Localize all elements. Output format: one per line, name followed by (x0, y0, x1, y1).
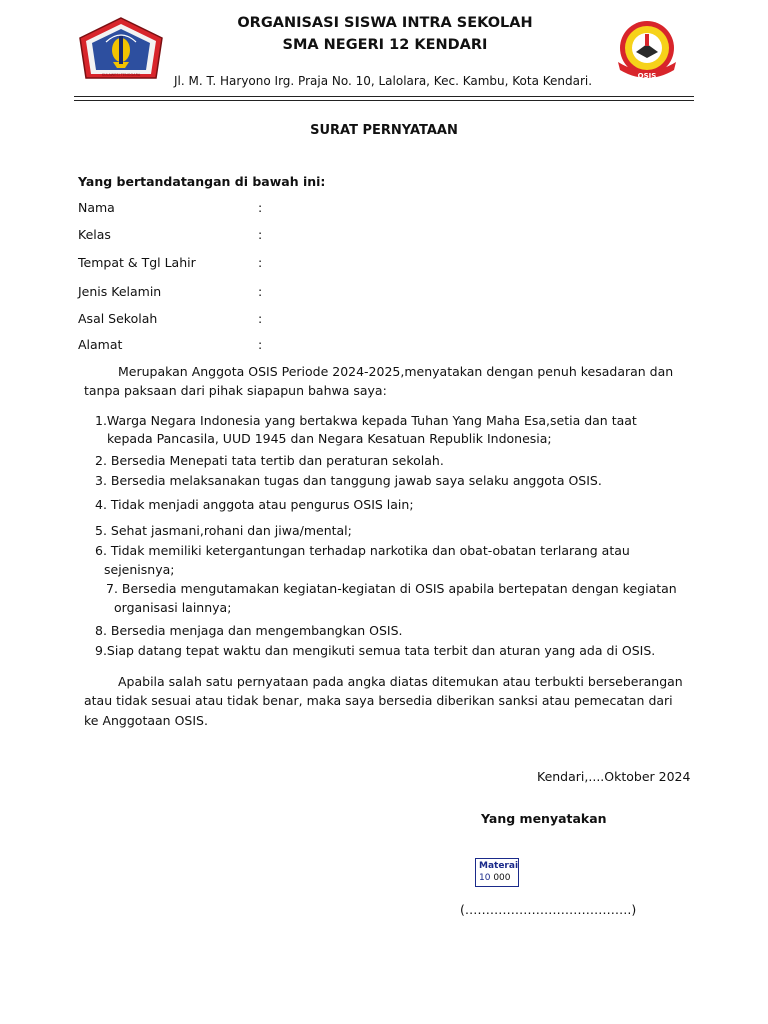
field-label-alamat: Alamat (78, 337, 123, 352)
materai-stamp (475, 858, 519, 887)
header-divider (74, 96, 694, 97)
intro-text: Yang bertandatangan di bawah ini: (78, 174, 326, 189)
school-name: SMA NEGERI 12 KENDARI (282, 37, 488, 53)
paragraph1-line2: tanpa paksaan dari pihak siapapun bahwa saya: (84, 383, 387, 398)
list-item: 5. Sehat jasmani,rohani dan jiwa/mental; (95, 523, 352, 538)
org-name: ORGANISASI SISWA INTRA SEKOLAH (237, 15, 533, 31)
list-item-continued: kepada Pancasila, UUD 1945 dan Negara Kesatuan Republik Indonesia; (107, 431, 552, 446)
field-colon: : (258, 227, 263, 242)
list-item-continued: organisasi lainnya; (114, 600, 232, 615)
list-item: 7. Bersedia mengutamakan kegiatan-kegiatan di OSIS apabila bertepatan dengan kegiatan (106, 581, 677, 596)
field-colon: : (258, 311, 263, 326)
field-label-nama: Nama (78, 200, 115, 215)
list-item: 2. Bersedia Menepati tata tertib dan peraturan sekolah. (95, 453, 444, 468)
list-item: 8. Bersedia menjaga dan mengembangkan OSIS. (95, 623, 403, 638)
stamp-label: Materai (479, 861, 519, 871)
stamp-amount-b: 000 (490, 873, 511, 883)
paragraph2-line2: atau tidak sesuai atau tidak benar, maka saya bersedia diberikan sanksi atau pemecatan dari (84, 693, 673, 708)
list-item: 3. Bersedia melaksanakan tugas dan tanggung jawab saya selaku anggota OSIS. (95, 473, 602, 488)
svg-text:OSIS: OSIS (637, 72, 657, 80)
field-colon: : (258, 200, 263, 215)
place-date: Kendari,....Oktober 2024 (537, 769, 691, 784)
field-label-tempat-tgl-lahir: Tempat & Tgl Lahir (78, 255, 196, 270)
school-address: Jl. M. T. Haryono Irg. Praja No. 10, Lalolara, Kec. Kambu, Kota Kendari. (174, 74, 593, 88)
header-divider-thin (74, 100, 694, 101)
list-item-continued: sejenisnya; (104, 562, 175, 577)
field-colon: : (258, 337, 263, 352)
list-item: 1.Warga Negara Indonesia yang bertakwa kepada Tuhan Yang Maha Esa,setia dan taat (95, 413, 637, 428)
school-crest-logo (76, 16, 166, 88)
signer-label: Yang menyatakan (481, 811, 607, 826)
paragraph2-line1: Apabila salah satu pernyataan pada angka diatas ditemukan atau terbukti berseberangan (118, 674, 683, 689)
paragraph1-line1: Merupakan Anggota OSIS Periode 2024-2025,menyatakan dengan penuh kesadaran dan (118, 364, 674, 379)
osis-logo (608, 18, 686, 88)
list-item: 9.Siap datang tepat waktu dan mengikuti semua tata terbit dan aturan yang ada di OSIS. (95, 643, 656, 658)
stamp-amount-a: 10 (479, 873, 491, 883)
signature-line: (………………………………….) (460, 902, 637, 917)
list-item: 4. Tidak menjadi anggota atau pengurus OSIS lain; (95, 497, 414, 512)
svg-text:SULAWESI TENGGARA: SULAWESI TENGGARA (101, 73, 141, 77)
field-label-jenis-kelamin: Jenis Kelamin (78, 284, 162, 299)
field-label-asal-sekolah: Asal Sekolah (78, 311, 158, 326)
field-label-kelas: Kelas (78, 227, 111, 242)
document-title: SURAT PERNYATAAN (310, 123, 458, 138)
field-colon: : (258, 255, 263, 270)
list-item: 6. Tidak memiliki ketergantungan terhadap narkotika dan obat-obatan terlarang atau (95, 543, 630, 558)
field-colon: : (258, 284, 263, 299)
paragraph2-line3: ke Anggotaan OSIS. (84, 713, 208, 728)
